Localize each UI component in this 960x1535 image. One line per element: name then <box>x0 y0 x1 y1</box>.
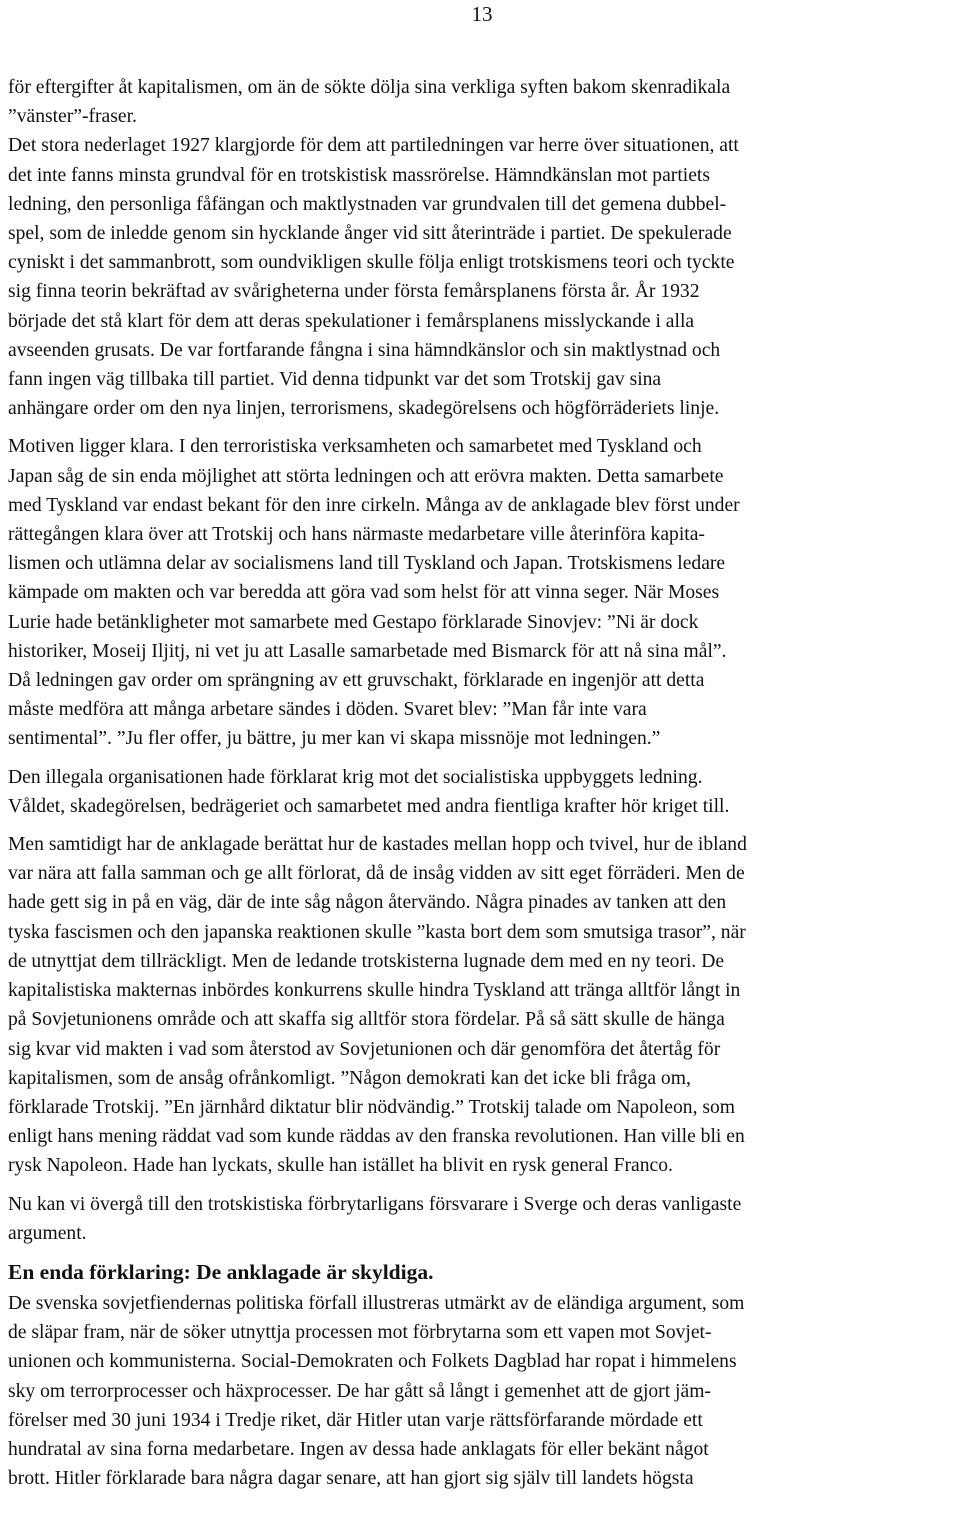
text-line: unionen och kommunisterna. Social-Demokraten och Folkets Dagblad har ropat i himmelens <box>8 1351 737 1373</box>
paragraph <box>8 432 952 753</box>
text-line: måste medföra att många arbetare sändes i döden. Svaret blev: ”Man får inte vara <box>8 699 647 721</box>
text-line: De svenska sovjetfiendernas politiska förfall illustreras utmärkt av de eländiga argument, som <box>8 1292 745 1314</box>
paragraph <box>8 1289 952 1493</box>
text-line: kämpade om makten och var beredda att göra vad som helst för att vinna seger. När Moses <box>8 582 720 604</box>
text-line: tyska fascismen och den japanska reaktionen skulle ”kasta bort dem som smutsiga trasor”, när <box>8 921 746 943</box>
paragraph <box>8 763 952 821</box>
text-line: med Tyskland var endast bekant för den inre cirkeln. Många av de anklagade blev först under <box>8 494 740 516</box>
text-line: förklarade Trotskij. ”En järnhård diktatur blir nödvändig.” Trotskij talade om Napoleon, som <box>8 1096 736 1118</box>
text-line: var nära att falla samman och ge allt förlorat, då de insåg vidden av sitt eget förräderi. Men de <box>8 863 745 885</box>
text-line: Japan såg de sin enda möjlighet att störta ledningen och att erövra makten. Detta samarbete <box>8 465 724 487</box>
text-line: började det stå klart för dem att deras spekulationer i femårsplanens misslyckande i alla <box>8 310 695 332</box>
text-line: rysk Napoleon. Hade han lyckats, skulle han istället ha blivit en rysk general Franco. <box>8 1155 673 1177</box>
text-line: sig finna teorin bekräftad av svårigheterna under första femårsplanens första år. År 1932 <box>8 281 700 303</box>
text-line: kapitalismen, som de ansåg ofrånkomligt. ”Någon demokrati kan det icke bli fråga om, <box>8 1067 691 1089</box>
text-line: Men samtidigt har de anklagade berättat hur de kastades mellan hopp och tvivel, hur de ibland <box>8 834 747 856</box>
paragraph <box>8 1190 952 1248</box>
text-line: sentimental”. ”Ju fler offer, ju bättre, ju mer kan vi skapa missnöje mot ledningen.” <box>8 728 661 750</box>
text-line: enligt hans mening räddat vad som kunde räddas av den franska revolutionen. Han ville bli en <box>8 1126 745 1148</box>
text-line: de utnyttjat dem tillräckligt. Men de ledande trotskisterna lugnade dem med en ny teori. De <box>8 950 725 972</box>
text-line: historiker, Moseij Iljitj, ni vet ju att Lasalle samarbetade med Bismarck för att nå sina mål”. <box>8 640 727 662</box>
text-line: lismen och utlämna delar av socialismens land till Tyskland och Japan. Trotskismens ledare <box>8 553 726 575</box>
text-line: Nu kan vi övergå till den trotskistiska förbrytarligans försvarare i Sverge och deras vanligaste <box>8 1193 742 1215</box>
text-line: cyniskt i det sammanbrott, som oundvikligen skulle följa enligt trotskismens teori och tyckte <box>8 252 735 274</box>
text-line: brott. Hitler förklarade bara några dagar senare, att han gjort sig själv till landets högsta <box>8 1468 694 1490</box>
text-line: Den illegala organisationen hade förklarat krig mot det socialistiska uppbyggets ledning. <box>8 766 703 788</box>
text-line: avseenden grusats. De var fortfarande fångna i sina hämndkänslor och sin maktlystnad och <box>8 339 721 361</box>
text-line: kapitalistiska makternas inbördes konkurrens skulle hindra Tyskland att tränga alltför långt in <box>8 980 741 1002</box>
text-line: sky om terrorprocesser och häxprocesser. De har gått så långt i gemenhet att de gjort jäm- <box>8 1380 711 1402</box>
text-line: sig kvar vid makten i vad som återstod av Sovjetunionen och där genomföra det återtåg för <box>8 1038 721 1060</box>
page-number: 13 <box>471 2 493 26</box>
text-line: ”vänster”-fraser. <box>8 106 137 128</box>
text-line: förelser med 30 juni 1934 i Tredje riket, där Hitler utan varje rättsförfarande mördade ett <box>8 1409 703 1431</box>
text-line: Då ledningen gav order om sprängning av ett gruvschakt, förklarade en ingenjör att detta <box>8 670 705 692</box>
text-line: hundratal av sina forna medarbetare. Ingen av dessa hade anklagats för eller bekänt något <box>8 1438 709 1460</box>
text-line: rättegången klara över att Trotskij och hans närmaste medarbetare ville återinföra kapita- <box>8 524 705 546</box>
text-line: det inte fanns minsta grundval för en trotskistisk massrörelse. Hämndkänslan mot partiets <box>8 164 710 186</box>
text-line: för eftergifter åt kapitalismen, om än de sökte dölja sina verkliga syften bakom skenradikala <box>8 77 731 98</box>
text-line: Det stora nederlaget 1927 klargjorde för dem att partiledningen var herre över situationen, att <box>8 135 739 157</box>
section-heading: En enda förklaring: De anklagade är skyldiga. <box>8 1259 434 1284</box>
text-line: ledning, den personliga fåfängan och maktlystnaden var grundvalen till det gemena dubbel- <box>8 193 727 215</box>
text-line: de släpar fram, när de söker utnyttja processen mot förbrytarna som ett vapen mot Sovjet- <box>8 1322 712 1344</box>
text-line: Lurie hade betänkligheter mot samarbete med Gestapo förklarade Sinovjev: ”Ni är dock <box>8 611 699 633</box>
paragraph <box>8 73 952 423</box>
text-line: fann ingen väg tillbaka till partiet. Vid denna tidpunkt var det som Trotskij gav sina <box>8 369 662 391</box>
body-text <box>8 73 952 1502</box>
text-line: på Sovjetunionens område och att skaffa sig alltför stora fördelar. På så sätt skulle de hänga <box>8 1009 725 1031</box>
text-line: argument. <box>8 1222 87 1244</box>
text-line: Våldet, skadegörelsen, bedrägeriet och samarbetet med andra fientliga krafter hör kriget till. <box>8 795 730 817</box>
text-line: hade gett sig in på en väg, där de inte såg någon återvändo. Några pinades av tanken att den <box>8 892 727 914</box>
text-line: spel, som de inledde genom sin hycklande ånger vid sitt återinträde i partiet. De spekulerade <box>8 223 732 245</box>
text-line: Motiven ligger klara. I den terroristiska verksamheten och samarbetet med Tyskland och <box>8 436 702 458</box>
paragraph <box>8 830 952 1180</box>
text-line: anhängare order om den nya linjen, terrorismens, skadegörelsens och högförräderiets linje. <box>8 398 720 420</box>
